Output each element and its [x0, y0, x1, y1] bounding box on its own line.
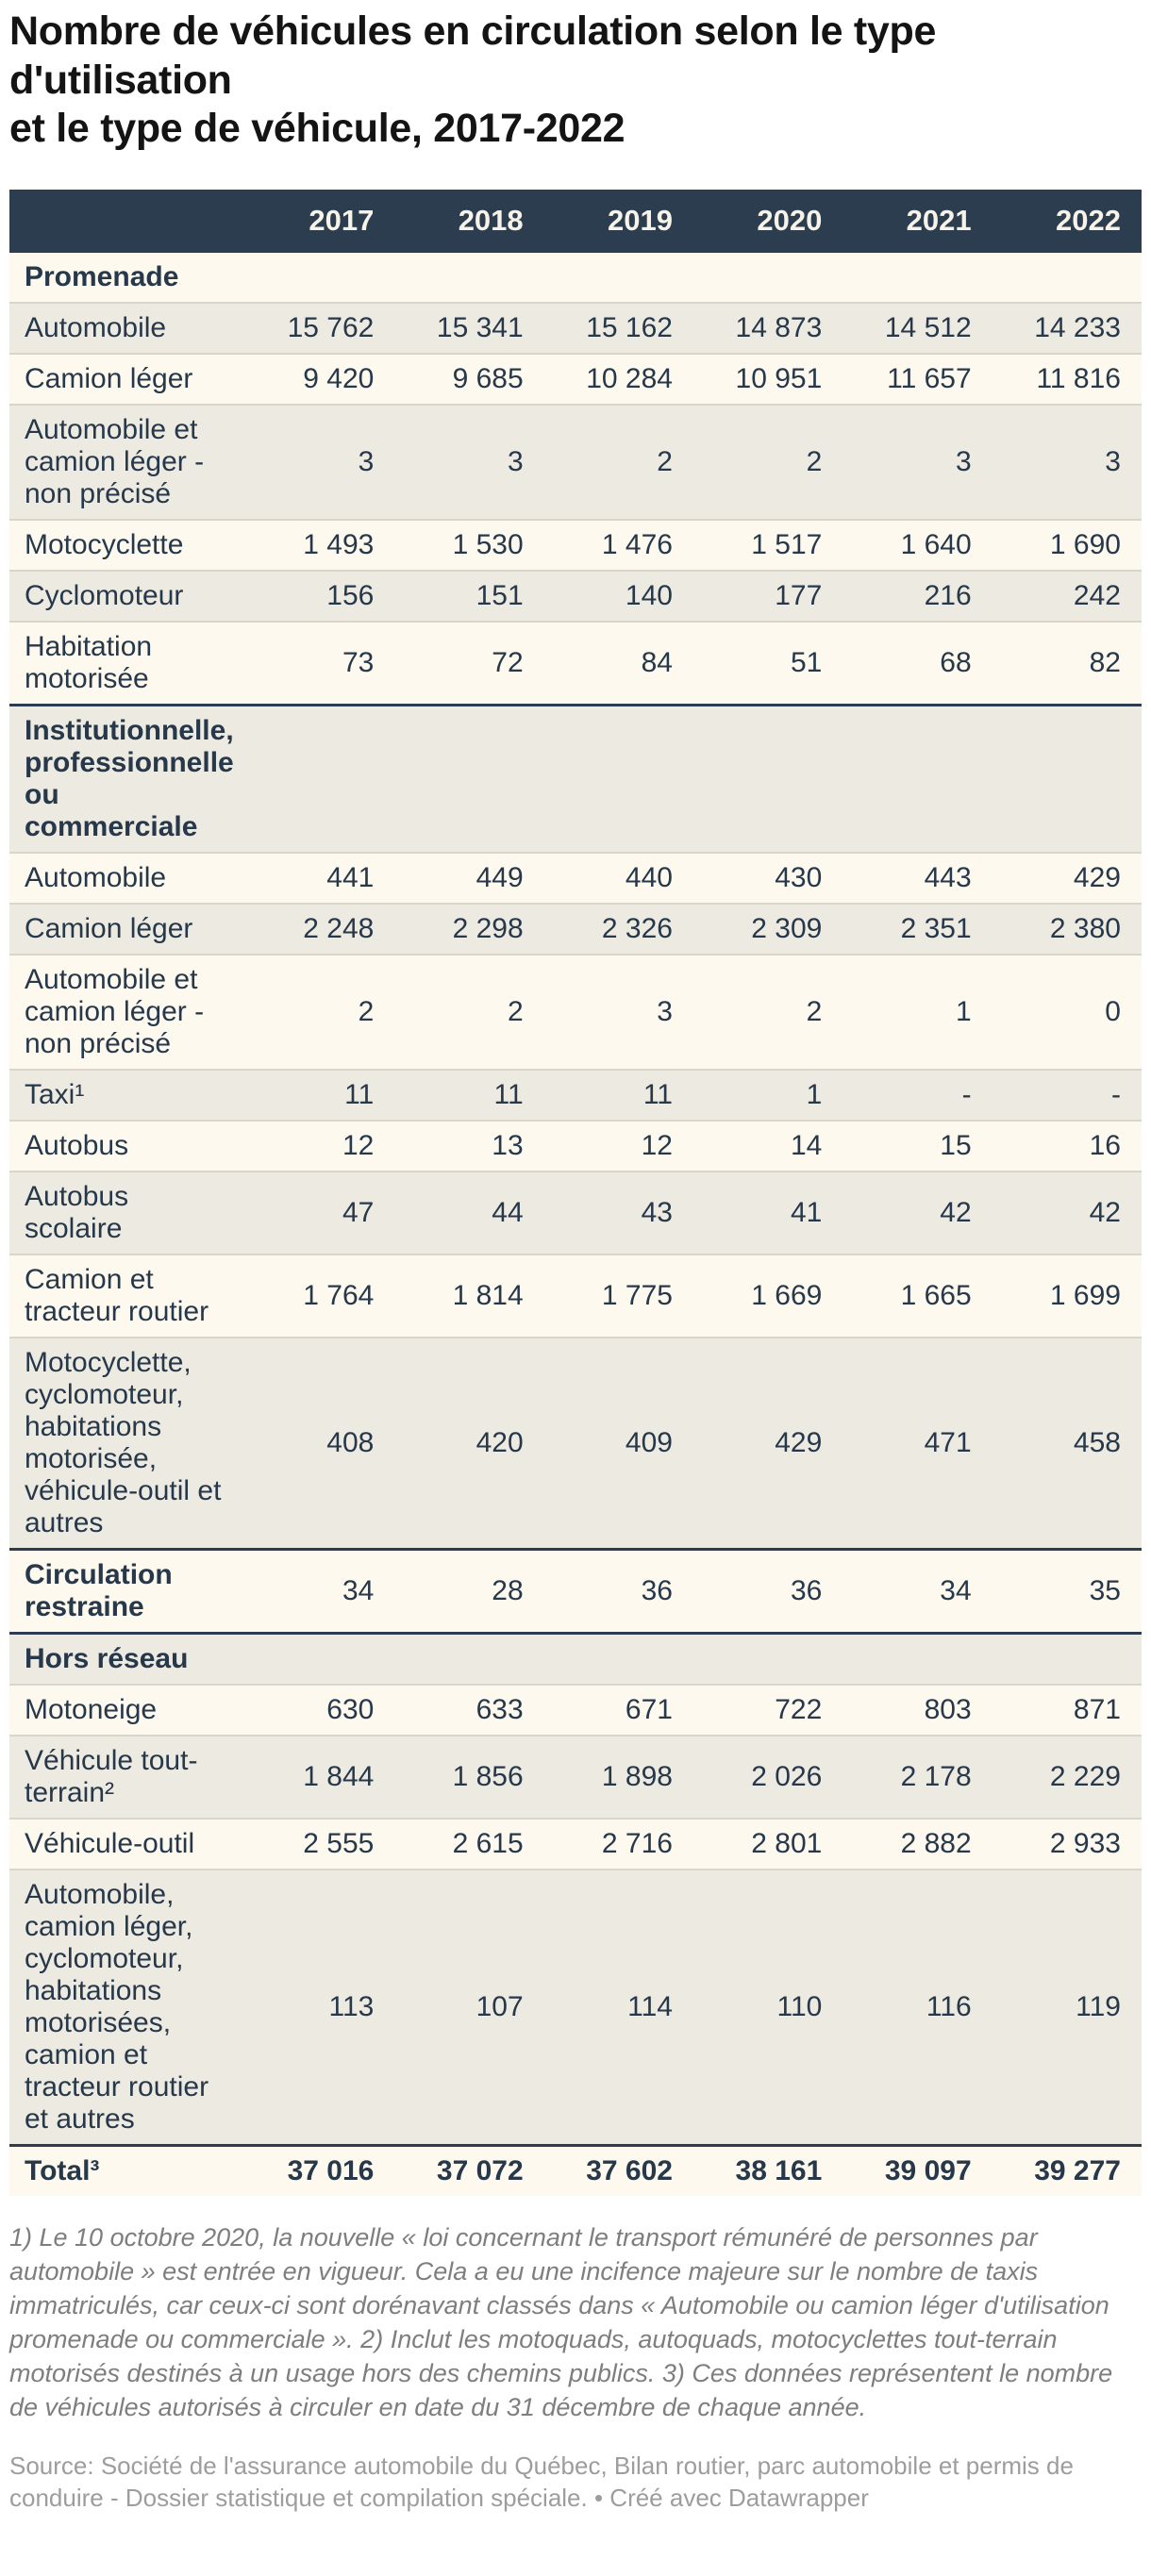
- cell-value: 409: [625, 1426, 673, 1458]
- cell-value: 14 873: [735, 311, 823, 343]
- cell-value: 14: [790, 1129, 823, 1161]
- cell-value: 1 669: [751, 1279, 823, 1311]
- cell-value: 2 351: [900, 912, 972, 944]
- row-label: Véhicule-outil: [25, 1827, 195, 1859]
- cell-value: 37 072: [436, 2154, 524, 2186]
- cell-value: 443: [924, 861, 972, 893]
- cell-value: 1 699: [1049, 1279, 1121, 1311]
- source-line: Source: Société de l'assurance automobile du Québec, Bilan routier, parc automobile et permis de conduire - Dossier statistique et compilation spéciale. • Créé avec Datawrapper: [9, 2451, 1074, 2512]
- table-row: [9, 903, 1142, 954]
- cell-value: 1 690: [1049, 528, 1121, 560]
- cell-value: 9 420: [303, 362, 375, 394]
- cell-value: 116: [926, 1990, 972, 2022]
- cell-value: 13: [492, 1129, 524, 1161]
- cell-value: 36: [790, 1574, 823, 1606]
- row-label: Véhicule tout-terrain²: [25, 1744, 198, 1808]
- column-header-year: 2020: [757, 204, 823, 238]
- row-label: Camion léger: [25, 912, 193, 944]
- cell-value: -: [961, 1078, 972, 1110]
- cell-value: 42: [940, 1196, 972, 1228]
- footnotes: 1) Le 10 octobre 2020, la nouvelle « loi concernant le transport rémunéré de personnes par automobile » est entrée en vigueur. Cela a eu une incifence majeure sur le nombre de taxis immatriculés, car ceux-ci sont dorénavant classés dans « Automobile ou camion léger d'utilisation promenade ou commerciale ». 2) Inclut les motoquads, autoquads, motocyclettes tout-terrain motorisés destinés à un usage hors des chemins publics. 3) Ces données représentent le nombre de véhicules autorisés à circuler en date du 31 décembre de chaque année.: [9, 2222, 1113, 2421]
- column-header-year: 2019: [608, 204, 673, 238]
- cell-value: 9 685: [452, 362, 524, 394]
- cell-value: 1 665: [900, 1279, 972, 1311]
- table-row: [9, 1684, 1142, 1735]
- cell-value: 2: [806, 995, 823, 1027]
- cell-value: 38 161: [735, 2154, 823, 2186]
- cell-value: 429: [1073, 861, 1121, 893]
- cell-value: 1 898: [601, 1760, 673, 1792]
- cell-value: 73: [342, 646, 375, 678]
- cell-value: 3: [507, 445, 524, 477]
- table-row: [9, 1254, 1142, 1337]
- cell-value: 1 844: [303, 1760, 375, 1792]
- cell-value: 43: [641, 1196, 673, 1228]
- cell-value: 37 016: [287, 2154, 375, 2186]
- cell-value: 3: [955, 445, 972, 477]
- cell-value: 2: [657, 445, 673, 477]
- cell-value: 722: [775, 1693, 823, 1725]
- row-label: Motocyclette, cyclomoteur, habitations motorisée, véhicule-outil et autres: [25, 1346, 222, 1538]
- cell-value: 2: [507, 995, 524, 1027]
- cell-value: 2 933: [1049, 1827, 1121, 1859]
- cell-value: 14 233: [1034, 311, 1121, 343]
- cell-value: 39 097: [884, 2154, 972, 2186]
- row-label: Automobile: [25, 861, 167, 893]
- cell-value: 1 814: [452, 1279, 524, 1311]
- cell-value: 10 951: [735, 362, 823, 394]
- table-row: [9, 704, 1142, 852]
- table-row: [9, 1632, 1142, 1684]
- cell-value: 114: [627, 1990, 673, 2022]
- cell-value: 16: [1089, 1129, 1121, 1161]
- cell-value: 408: [326, 1426, 375, 1458]
- cell-value: 68: [940, 646, 972, 678]
- cell-value: 1 517: [751, 528, 823, 560]
- row-label: Hors réseau: [25, 1642, 189, 1674]
- cell-value: 72: [492, 646, 524, 678]
- table-row: [9, 1735, 1142, 1818]
- page-title: [9, 8, 1142, 154]
- cell-value: 84: [641, 646, 673, 678]
- cell-value: 1: [955, 995, 972, 1027]
- cell-value: 140: [625, 579, 673, 611]
- table-row: [9, 1337, 1142, 1548]
- cell-value: 12: [342, 1129, 375, 1161]
- cell-value: 119: [1076, 1990, 1121, 2022]
- cell-value: 1 476: [601, 528, 673, 560]
- cell-value: 28: [492, 1574, 524, 1606]
- cell-value: 242: [1073, 579, 1121, 611]
- cell-value: 34: [342, 1574, 375, 1606]
- cell-value: 113: [328, 1990, 375, 2022]
- cell-value: 2 326: [601, 912, 673, 944]
- cell-value: 1: [806, 1078, 823, 1110]
- cell-value: 1 640: [900, 528, 972, 560]
- cell-value: -: [1110, 1078, 1121, 1110]
- table-row: [9, 852, 1142, 903]
- cell-value: 3: [1105, 445, 1121, 477]
- cell-value: 2 229: [1049, 1760, 1121, 1792]
- cell-value: 11 657: [887, 362, 972, 394]
- cell-value: 44: [492, 1196, 524, 1228]
- row-label: Automobile et camion léger - non précisé: [25, 963, 205, 1059]
- table-row: [9, 1120, 1142, 1171]
- cell-value: 37 602: [586, 2154, 673, 2186]
- cell-value: 34: [940, 1574, 972, 1606]
- table-row: [9, 954, 1142, 1069]
- cell-value: 15 341: [436, 311, 524, 343]
- cell-value: 177: [775, 579, 823, 611]
- cell-value: 2 248: [303, 912, 375, 944]
- cell-value: 420: [475, 1426, 524, 1458]
- cell-value: 51: [790, 646, 823, 678]
- column-header-year: 2021: [906, 204, 972, 238]
- cell-value: 441: [326, 861, 375, 893]
- cell-value: 14 512: [884, 311, 972, 343]
- table-row: [9, 404, 1142, 519]
- cell-value: 12: [641, 1129, 673, 1161]
- cell-value: 2: [358, 995, 375, 1027]
- table-row: [9, 1548, 1142, 1632]
- cell-value: 151: [475, 579, 524, 611]
- cell-value: 2 615: [452, 1827, 524, 1859]
- table-row: [9, 519, 1142, 570]
- cell-value: 15: [940, 1129, 972, 1161]
- cell-value: 1 775: [601, 1279, 673, 1311]
- cell-value: 47: [342, 1196, 375, 1228]
- cell-value: 0: [1105, 995, 1121, 1027]
- table-row: [9, 1869, 1142, 2144]
- cell-value: 36: [641, 1574, 673, 1606]
- column-header-year: 2022: [1056, 204, 1121, 238]
- cell-value: 871: [1073, 1693, 1121, 1725]
- column-header-year: 2018: [458, 204, 524, 238]
- cell-value: 2 882: [900, 1827, 972, 1859]
- cell-value: 2 555: [303, 1827, 375, 1859]
- row-label: Taxi¹: [25, 1078, 85, 1110]
- cell-value: 633: [475, 1693, 524, 1725]
- row-label: Camion et tracteur routier: [25, 1263, 209, 1327]
- row-label: Automobile: [25, 311, 167, 343]
- page-title-line2: et le type de véhicule, 2017-2022: [9, 106, 626, 152]
- row-label: Autobus scolaire: [25, 1180, 129, 1244]
- page-title-line1: Nombre de véhicules en circulation selon le type d'utilisation: [9, 8, 937, 103]
- cell-value: 449: [475, 861, 524, 893]
- cell-value: 429: [775, 1426, 823, 1458]
- cell-value: 11: [344, 1078, 375, 1110]
- row-label: Institutionnelle, professionnelle ou commerciale: [25, 714, 234, 842]
- cell-value: 110: [776, 1990, 823, 2022]
- cell-value: 42: [1089, 1196, 1121, 1228]
- cell-value: 2 801: [751, 1827, 823, 1859]
- cell-value: 2 178: [900, 1760, 972, 1792]
- cell-value: 82: [1089, 646, 1121, 678]
- cell-value: 216: [924, 579, 972, 611]
- table-row: [9, 570, 1142, 621]
- table-row: [9, 2144, 1142, 2196]
- cell-value: 3: [657, 995, 673, 1027]
- cell-value: 10 284: [586, 362, 673, 394]
- row-label: Automobile et camion léger - non précisé: [25, 413, 205, 509]
- cell-value: 803: [924, 1693, 972, 1725]
- cell-value: 41: [790, 1196, 823, 1228]
- cell-value: 2 026: [751, 1760, 823, 1792]
- cell-value: 39 277: [1034, 2154, 1121, 2186]
- cell-value: 2 298: [452, 912, 524, 944]
- cell-value: 11: [642, 1078, 673, 1110]
- table-row: [9, 302, 1142, 353]
- cell-value: 1 856: [452, 1760, 524, 1792]
- cell-value: 2 716: [601, 1827, 673, 1859]
- cell-value: 2 380: [1049, 912, 1121, 944]
- cell-value: 630: [326, 1693, 375, 1725]
- cell-value: 458: [1073, 1426, 1121, 1458]
- cell-value: 156: [326, 579, 375, 611]
- table-row: [9, 1069, 1142, 1120]
- row-label: Cyclomoteur: [25, 579, 184, 611]
- row-label: Motoneige: [25, 1693, 158, 1725]
- cell-value: 15 762: [287, 311, 375, 343]
- cell-value: 430: [775, 861, 823, 893]
- table-row: [9, 621, 1142, 704]
- cell-value: 440: [625, 861, 673, 893]
- row-label: Motocyclette: [25, 528, 184, 560]
- cell-value: 671: [625, 1693, 673, 1725]
- cell-value: 471: [924, 1426, 972, 1458]
- row-label: Habitation motorisée: [25, 630, 153, 694]
- table-row: [9, 1818, 1142, 1869]
- cell-value: 2: [806, 445, 823, 477]
- row-label: Camion léger: [25, 362, 193, 394]
- row-label: Automobile, camion léger, cyclomoteur, habitations motorisées, camion et tracteur routier et autres: [25, 1878, 209, 2135]
- cell-value: 3: [358, 445, 375, 477]
- row-label: Autobus: [25, 1129, 129, 1161]
- cell-value: 15 162: [586, 311, 673, 343]
- cell-value: 107: [475, 1990, 524, 2022]
- table-body: [9, 253, 1142, 2196]
- cell-value: 11: [493, 1078, 524, 1110]
- cell-value: 35: [1089, 1574, 1121, 1606]
- vehicles-table: [9, 190, 1142, 2196]
- cell-value: 2 309: [751, 912, 823, 944]
- table-row: [9, 253, 1142, 302]
- column-header-year: 2017: [309, 204, 375, 238]
- row-label: Total³: [25, 2154, 100, 2186]
- table-row: [9, 353, 1142, 404]
- cell-value: 1 764: [303, 1279, 375, 1311]
- table-row: [9, 1171, 1142, 1254]
- cell-value: 11 816: [1036, 362, 1121, 394]
- cell-value: 1 493: [303, 528, 375, 560]
- row-label: Promenade: [25, 260, 179, 292]
- row-label: Circulation restraine: [25, 1558, 173, 1622]
- table-header-row: [9, 190, 1142, 253]
- cell-value: 1 530: [452, 528, 524, 560]
